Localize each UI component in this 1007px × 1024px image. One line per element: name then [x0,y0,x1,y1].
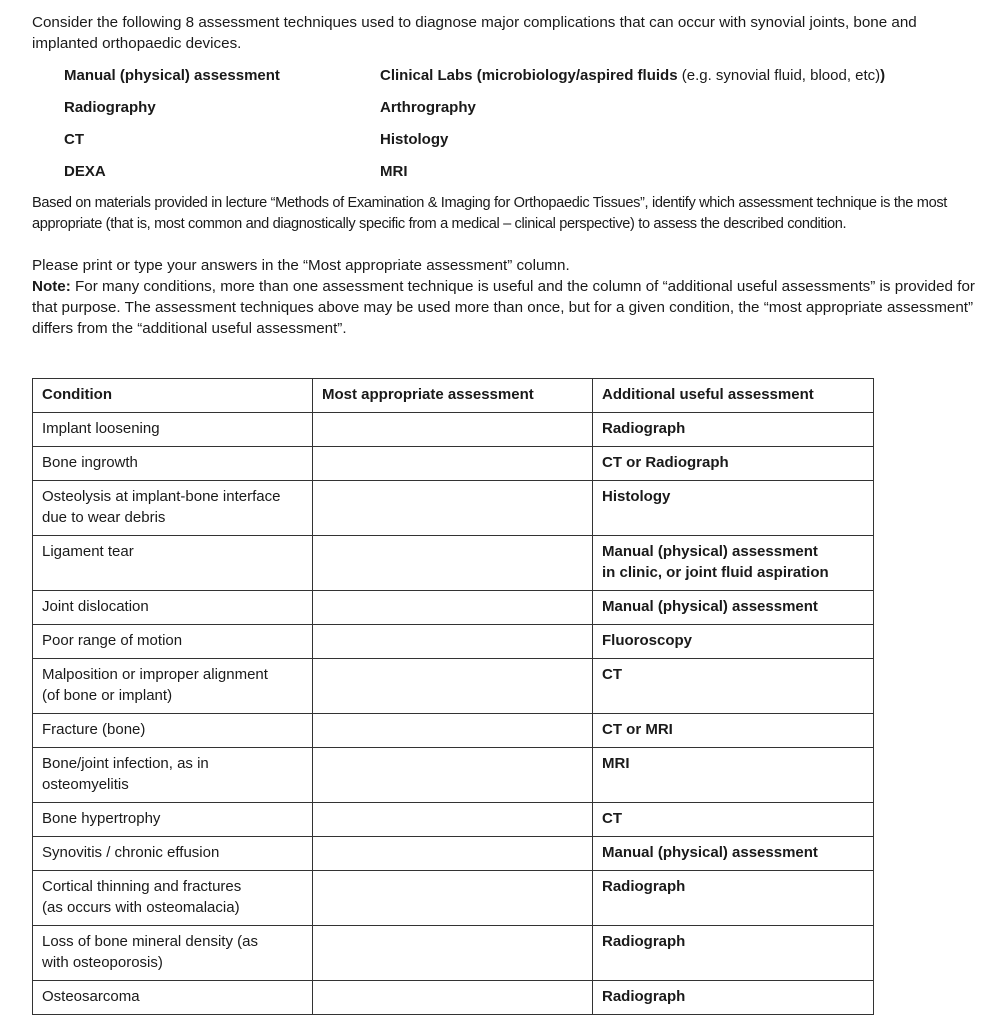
condition-cell: Cortical thinning and fractures (as occurs with osteomalacia) [33,871,313,926]
condition-cell: Loss of bone mineral density (as with osteoporosis) [33,926,313,981]
most-appropriate-answer-cell[interactable] [313,625,593,659]
technique-item: Manual (physical) assessment [64,67,280,84]
condition-cell: Malposition or improper alignment (of bone or implant) [33,659,313,714]
technique-item-note: (e.g. synovial fluid, blood, etc) [677,67,881,84]
table-row [33,625,874,659]
most-appropriate-answer-cell[interactable] [313,803,593,837]
technique-item [380,65,885,87]
table-row [33,926,874,981]
most-appropriate-answer-cell[interactable] [313,714,593,748]
additional-assessment-cell: Histology [593,481,874,536]
additional-assessment-cell: Radiograph [593,871,874,926]
header-additional: Additional useful assessment [593,379,874,413]
technique-row [64,97,964,129]
most-appropriate-answer-cell[interactable] [313,871,593,926]
condition-cell: Poor range of motion [33,625,313,659]
technique-item-label: Clinical Labs (microbiology/aspired fluids [380,67,678,84]
header-condition: Condition [33,379,313,413]
condition-cell: Bone/joint infection, as in osteomyelitis [33,748,313,803]
condition-cell: Osteosarcoma [33,981,313,1015]
additional-assessment-cell: Manual (physical) assessment [593,837,874,871]
most-appropriate-answer-cell[interactable] [313,981,593,1015]
table-row [33,871,874,926]
condition-cell: Joint dislocation [33,591,313,625]
most-appropriate-answer-cell[interactable] [313,591,593,625]
additional-assessment-cell: Manual (physical) assessment [593,591,874,625]
additional-assessment-cell: CT [593,803,874,837]
additional-assessment-cell: Radiograph [593,981,874,1015]
technique-row [64,129,964,161]
table-row [33,413,874,447]
assessment-table [32,378,874,1015]
additional-assessment-cell: CT [593,659,874,714]
intro-paragraph: Consider the following 8 assessment techniques used to diagnose major complications that can occur with synovial joints, bone and implanted orthopaedic devices. [32,14,917,52]
condition-cell: Bone ingrowth [33,447,313,481]
table-row [33,447,874,481]
table-row [33,748,874,803]
most-appropriate-answer-cell[interactable] [313,659,593,714]
additional-assessment-cell: Radiograph [593,413,874,447]
condition-cell: Ligament tear [33,536,313,591]
most-appropriate-answer-cell[interactable] [313,481,593,536]
condition-cell: Fracture (bone) [33,714,313,748]
table-row [33,536,874,591]
technique-list [64,65,964,193]
note-paragraph [32,255,982,339]
technique-item-close: ) [880,67,886,84]
technique-row [64,161,964,193]
technique-item: DEXA [64,163,106,180]
table-row [33,981,874,1015]
technique-row [64,65,964,97]
additional-assessment-cell: Fluoroscopy [593,625,874,659]
technique-item: Arthrography [380,99,476,116]
additional-assessment-cell: Manual (physical) assessment in clinic, or joint fluid aspiration [593,536,874,591]
most-appropriate-answer-cell[interactable] [313,748,593,803]
table-header-row [33,379,874,413]
technique-item: CT [64,131,84,148]
instructions-paragraph: Based on materials provided in lecture “Methods of Examination & Imaging for Orthopaedic Tissues”, identify which assessment technique is the most appropriate (that is, most common and diagnostically specific from a medical – clinical perspective) to assess the described condition. [32,195,947,232]
condition-cell: Synovitis / chronic effusion [33,837,313,871]
most-appropriate-answer-cell[interactable] [313,413,593,447]
condition-cell: Bone hypertrophy [33,803,313,837]
additional-assessment-cell: CT or Radiograph [593,447,874,481]
table-row [33,803,874,837]
most-appropriate-answer-cell[interactable] [313,447,593,481]
most-appropriate-answer-cell[interactable] [313,926,593,981]
print-note: Please print or type your answers in the “Most appropriate assessment” column. [32,257,570,274]
header-most-appropriate: Most appropriate assessment [313,379,593,413]
note-text: For many conditions, more than one assessment technique is useful and the column of “additional useful assessments” is provided for that purpose. The assessment techniques above may be used more than once, but for a given condition, the “most appropriate assessment” differs from the “additional useful assessment”. [32,278,975,337]
technique-item: MRI [380,163,408,180]
most-appropriate-answer-cell[interactable] [313,837,593,871]
table-row [33,714,874,748]
note-label: Note: [32,278,71,295]
table-row [33,659,874,714]
condition-cell: Osteolysis at implant-bone interface due to wear debris [33,481,313,536]
additional-assessment-cell: Radiograph [593,926,874,981]
additional-assessment-cell: CT or MRI [593,714,874,748]
technique-item: Histology [380,131,449,148]
table-row [33,591,874,625]
most-appropriate-answer-cell[interactable] [313,536,593,591]
table-row [33,837,874,871]
condition-cell: Implant loosening [33,413,313,447]
table-row [33,481,874,536]
technique-item: Radiography [64,99,156,116]
additional-assessment-cell: MRI [593,748,874,803]
